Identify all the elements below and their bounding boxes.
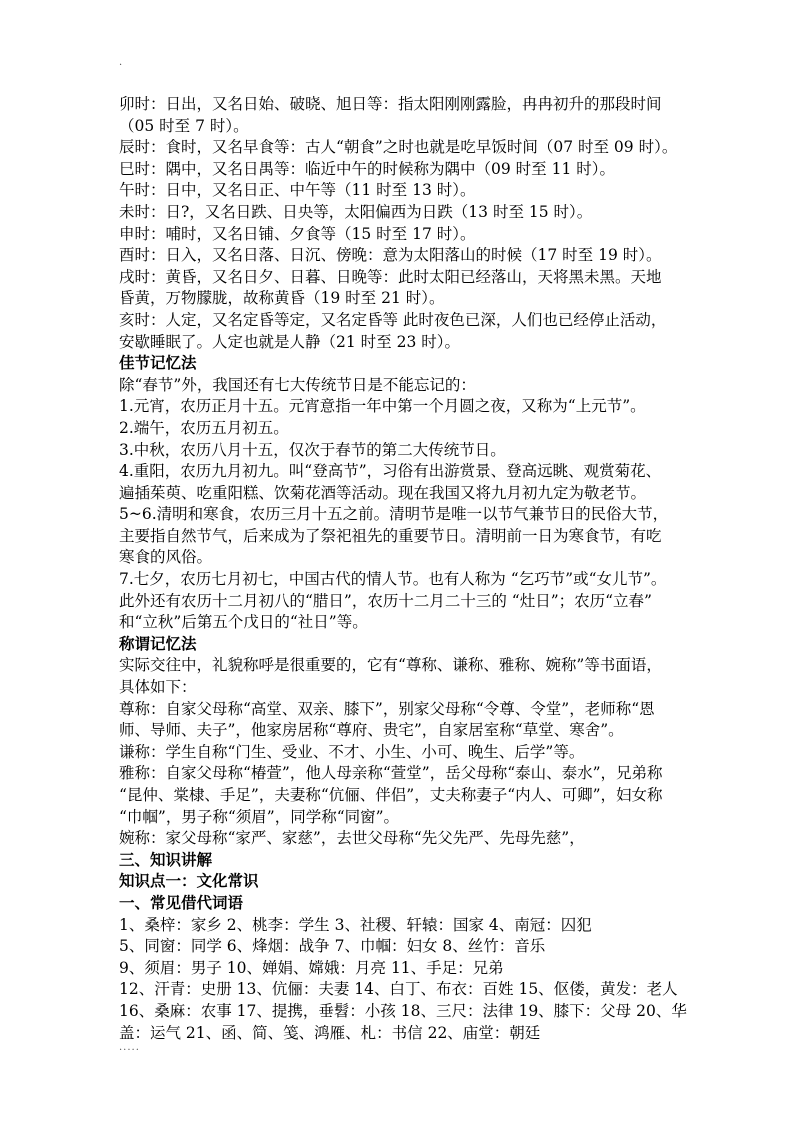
text-line: 和“立秋”后第五个戊日的“社日”等。 [119,613,368,632]
text-line: 主要指自然节气，后来成为了祭祀祖先的重要节日。清明前一日为寒食节，有吃 [119,526,662,545]
text-line: 尊称：自家父母称“高堂、双亲、膝下”，别家父母称“令尊、令堂”，老师称“恩 [119,699,655,718]
text-line: 酉时：日入，又名日落、日沉、傍晚：意为太阳落山的时候（17 时至 19 时）。 [119,246,662,265]
section-heading: 知识点一：文化常识 [119,872,259,891]
text-line: 除“春节”外，我国还有七大传统节日是不能忘记的： [119,375,476,394]
section-heading: 称谓记忆法 [119,634,197,653]
text-line: 实际交往中，礼貌称呼是很重要的，它有“尊称、谦称、雅称、婉称”等书面语， [119,656,662,675]
text-line: 5、同窗：同学 6、烽烟：战争 7、巾帼：妇女 8、丝竹：音乐 [119,937,546,956]
text-line: 7.七夕，农历七月初七，中国古代的情人节。也有人称为 “乞巧节”或“女儿节”。 [119,570,667,589]
text-line: 雅称：自家父母称“椿萱”，他人母亲称“萱堂”，岳父母称“泰山、泰水”，兄弟称 [119,764,663,783]
text-line: 4.重阳，农历九月初九。叫“登高节”，习俗有出游赏景、登高远眺、观赏菊花、 [119,462,662,481]
text-line: 1.元宵，农历正月十五。元宵意指一年中第一个月圆之夜，又称为“上元节”。 [119,397,646,416]
text-line: “昆仲、棠棣、手足”，夫妻称“伉俪、伴侣”，丈夫称妻子“内人、可卿”，妇女称 [119,786,663,804]
text-line: 未时：日?，又名日跌、日央等，太阳偏西为日跌（13 时至 15 时）。 [119,202,593,221]
page-header-mark: · [119,60,123,71]
text-line: 具体如下： [119,678,197,697]
text-line: 申时：哺时，又名日铺、夕食等（15 时至 17 时）。 [119,224,476,243]
text-line: 12、汗青：史册 13、伉俪：夫妻 14、白丁、布衣：百姓 15、伛偻，黄发：老人 [119,980,678,999]
text-line: 婉称：家父母称“家严、家慈”，去世父母称“先父先严、先母先慈”， [119,829,585,848]
text-line: 9、须眉：男子 10、婵娟、嫦娥：月亮 11、手足：兄弟 [119,958,504,977]
text-line: 卯时：日出，又名日始、破晓、旭日等：指太阳刚刚露脸，冉冉初升的那段时间 [119,95,662,113]
text-line: 遍插茱萸、吃重阳糕、饮菊花酒等活动。现在我国又将九月初九定为敬老节。 [119,483,647,502]
text-line: 盖：运气 21、函、简、笺、鸿雁、札：书信 22、庙堂：朝廷 [119,1023,541,1042]
text-line: 亥时：人定，又名定昏等定，又名定昏等 此时夜色已深，人们也已经停止活动， [119,310,667,329]
text-line: 戌时：黄昏，又名日夕、日暮、日晚等：此时太阳已经落山，天将黑未黑。天地 [119,267,662,286]
text-line: 3.中秋，农历八月十五，仅次于春节的第二大传统节日。 [119,440,506,459]
text-line: 辰时：食时，又名早食等：古人“朝食”之时也就是吃早饭时间（07 时至 09 时）。 [119,138,678,157]
text-line: 寒食的风俗。 [119,548,213,567]
text-line: 昏黄，万物朦胧，故称黄昏（19 时至 21 时）。 [119,289,445,308]
text-line: 师、导师、夫子”，他家房居称“尊府、贵宅”，自家居室称“草堂、寒舍”。 [119,721,624,740]
text-line: 巳时：隅中，又名日禺等：临近中午的时候称为隅中（09 时至 11 时）。 [119,159,615,178]
text-line: 16、桑麻：农事 17、提携，垂髫：小孩 18、三尺：法律 19、膝下：父母 20、华 [119,1001,687,1020]
text-line: “巾帼”，男子称“须眉”，同学称“同窗”。 [119,807,400,826]
text-line: 安歇睡眠了。人定也就是人静（21 时至 23 时）。 [119,332,460,351]
text-line: 午时：日中，又名日正、中午等（11 时至 13 时）。 [119,181,476,200]
text-line: 1、桑梓：家乡 2、桃李：学生 3、社稷、轩辕：国家 4、南冠：囚犯 [119,915,592,934]
text-line: 此外还有农历十二月初八的“腊日”，农历十二月二十三的 “灶日”；农历“立春” [119,591,652,610]
page-footer-mark: ..... [119,1042,140,1053]
document-body [119,94,687,1044]
section-heading: 佳节记忆法 [119,354,197,373]
text-line: 谦称：学生自称“门生、受业、不才、小生、小可、晚生、后学”等。 [119,742,585,761]
text-line: 5~6.清明和寒食，农历三月十五之前。清明节是唯一以节气兼节日的民俗大节， [119,505,669,524]
text-line: （05 时至 7 时）。 [119,116,249,135]
section-heading: 三、知识讲解 [119,850,213,869]
text-line: 2.端午，农历五月初五。 [119,418,289,437]
section-heading: 一、常见借代词语 [119,893,244,912]
